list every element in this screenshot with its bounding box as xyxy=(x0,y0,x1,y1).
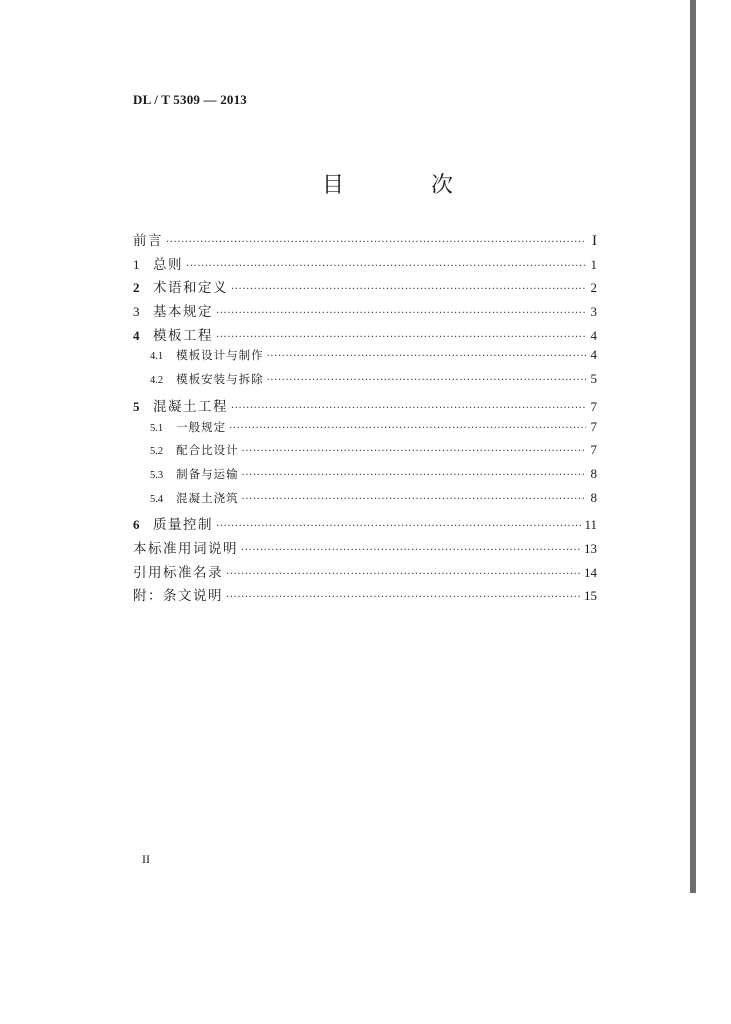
toc-entry-general[interactable] xyxy=(133,253,597,277)
toc-entry-number: 5.1 xyxy=(150,422,164,434)
toc-title: 目 次 xyxy=(322,173,493,198)
toc-entry-wording-explanation[interactable] xyxy=(133,537,597,561)
toc-entry-clause-explanation[interactable] xyxy=(133,584,597,608)
page-edge-shadow xyxy=(690,0,696,893)
toc-entry-label: 本标准用词说明 xyxy=(133,540,238,557)
toc-entry-page: 7 xyxy=(590,418,597,434)
toc-leader-dots xyxy=(216,308,586,319)
toc-entry-formwork-install[interactable] xyxy=(133,371,597,395)
standard-code: DL / T 5309 — 2013 xyxy=(133,92,248,107)
toc-entry-page: 8 xyxy=(590,489,597,505)
toc-entry-page: 15 xyxy=(584,588,597,604)
toc-entry-formwork[interactable] xyxy=(133,324,597,348)
toc-entry-label: 4.1 模板设计与制作 xyxy=(150,348,264,363)
toc-entry-page: 4 xyxy=(590,347,597,363)
table-of-contents xyxy=(133,229,597,608)
toc-entry-number: 5.4 xyxy=(150,493,164,505)
toc-entry-page: 3 xyxy=(590,304,597,320)
toc-entry-number: 5.3 xyxy=(150,469,164,481)
toc-entry-label: 2 术语和定义 xyxy=(133,280,228,297)
toc-entry-number: 4 xyxy=(133,327,140,343)
toc-leader-dots xyxy=(241,545,581,556)
toc-entry-label: 前言 xyxy=(133,233,163,249)
toc-entry-page: 5 xyxy=(590,371,597,387)
toc-leader-dots xyxy=(242,494,586,505)
toc-entry-preface[interactable] xyxy=(133,229,597,253)
toc-leader-dots xyxy=(216,521,581,532)
toc-entry-label: 6 质量控制 xyxy=(133,517,213,534)
toc-leader-dots xyxy=(216,332,586,343)
toc-entry-page: 1 xyxy=(590,256,597,272)
toc-entry-terms[interactable] xyxy=(133,276,597,300)
toc-leader-dots xyxy=(186,261,586,272)
toc-entry-basic-rules[interactable] xyxy=(133,300,597,324)
toc-leader-dots xyxy=(226,569,581,580)
toc-entry-page: 13 xyxy=(584,540,597,556)
toc-entry-formwork-design[interactable] xyxy=(133,347,597,371)
toc-entry-page: 14 xyxy=(584,564,597,580)
toc-entry-page: 4 xyxy=(590,327,597,343)
toc-leader-dots xyxy=(267,351,586,362)
toc-entry-label: 5.2 配合比设计 xyxy=(150,443,239,458)
footer-page-number: II xyxy=(142,852,150,866)
toc-entry-production-transport[interactable] xyxy=(133,466,597,490)
toc-entry-label: 5.4 混凝土浇筑 xyxy=(150,490,239,505)
toc-entry-label: 附：条文说明 xyxy=(133,588,223,605)
toc-leader-dots xyxy=(242,446,586,457)
toc-entry-label: 4 模板工程 xyxy=(133,327,213,344)
toc-entry-page: 2 xyxy=(590,280,597,296)
toc-leader-dots xyxy=(229,423,586,434)
toc-entry-label: 4.2 模板安装与拆除 xyxy=(150,372,264,387)
toc-entry-label: 3 基本规定 xyxy=(133,304,213,321)
toc-entry-page: 7 xyxy=(590,442,597,458)
toc-leader-dots xyxy=(231,284,586,295)
toc-entry-page: 7 xyxy=(590,398,597,414)
toc-entry-concrete-general[interactable] xyxy=(133,419,597,443)
toc-entry-number: 2 xyxy=(133,280,140,296)
toc-entry-number: 5.2 xyxy=(150,446,164,458)
toc-entry-page: I xyxy=(592,233,597,249)
toc-entry-label: 5.1 一般规定 xyxy=(150,419,227,434)
toc-entry-quality-control[interactable] xyxy=(133,513,597,537)
toc-leader-dots xyxy=(242,470,586,481)
toc-entry-number: 1 xyxy=(133,256,140,272)
toc-entry-label: 5.3 制备与运输 xyxy=(150,466,239,481)
toc-leader-dots xyxy=(231,403,586,414)
toc-entry-mix-design[interactable] xyxy=(133,442,597,466)
toc-entry-number: 4.1 xyxy=(150,351,164,363)
toc-leader-dots xyxy=(226,592,581,603)
toc-entry-number: 5 xyxy=(133,398,140,414)
toc-entry-page: 8 xyxy=(590,465,597,481)
toc-entry-label: 引用标准名录 xyxy=(133,564,223,581)
toc-entry-concrete-pouring[interactable] xyxy=(133,490,597,514)
toc-entry-referenced-standards[interactable] xyxy=(133,561,597,585)
toc-entry-number: 4.2 xyxy=(150,375,164,387)
toc-leader-dots xyxy=(166,237,586,248)
toc-entry-label: 1 总则 xyxy=(133,256,183,273)
toc-leader-dots xyxy=(267,375,586,386)
toc-entry-page: 11 xyxy=(584,517,597,533)
toc-entry-label: 5 混凝土工程 xyxy=(133,398,228,415)
toc-entry-number: 6 xyxy=(133,517,140,533)
toc-entry-concrete[interactable] xyxy=(133,395,597,419)
toc-entry-number: 3 xyxy=(133,304,140,320)
